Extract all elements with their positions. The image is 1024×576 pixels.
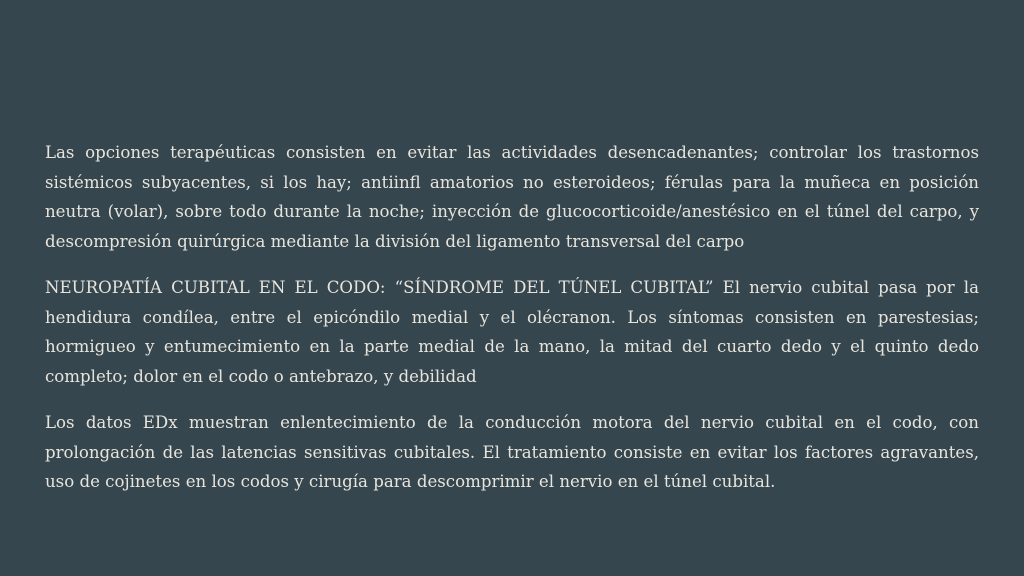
paragraph-cubital-neuropathy: NEUROPATÍA CUBITAL EN EL CODO: “SÍNDROME DEL TÚNEL CUBITAL” El nervio cubital pasa por la hendidura condílea, entre el epicóndilo medial y el olécranon. Los síntomas consisten en parestesias; hormigueo y entumecimiento en la parte medial de la mano, la mitad del cuarto dedo y el quinto dedo completo; dolor en el codo o antebrazo, y debilidad (45, 278, 979, 386)
slide-body (45, 138, 979, 514)
paragraph-edx-findings: Los datos EDx muestran enlentecimiento de la conducción motora del nervio cubital en el codo, con prolongación de las latencias sensitivas cubitales. El tratamiento consiste en evitar los factores agravantes, uso de cojinetes en los codos y cirugía para descomprimir el nervio en el túnel cubital. (45, 413, 979, 491)
paragraph-treatment-options: Las opciones terapéuticas consisten en evitar las actividades desencadenantes; controlar los trastornos sistémicos subyacentes, si los hay; antiinfl amatorios no esteroideos; férulas para la muñeca en posición neutra (volar), sobre todo durante la noche; inyección de glucocorticoide/anestésico en el túnel del carpo, y descompresión quirúrgica mediante la división del ligamento transversal del carpo (45, 143, 979, 251)
